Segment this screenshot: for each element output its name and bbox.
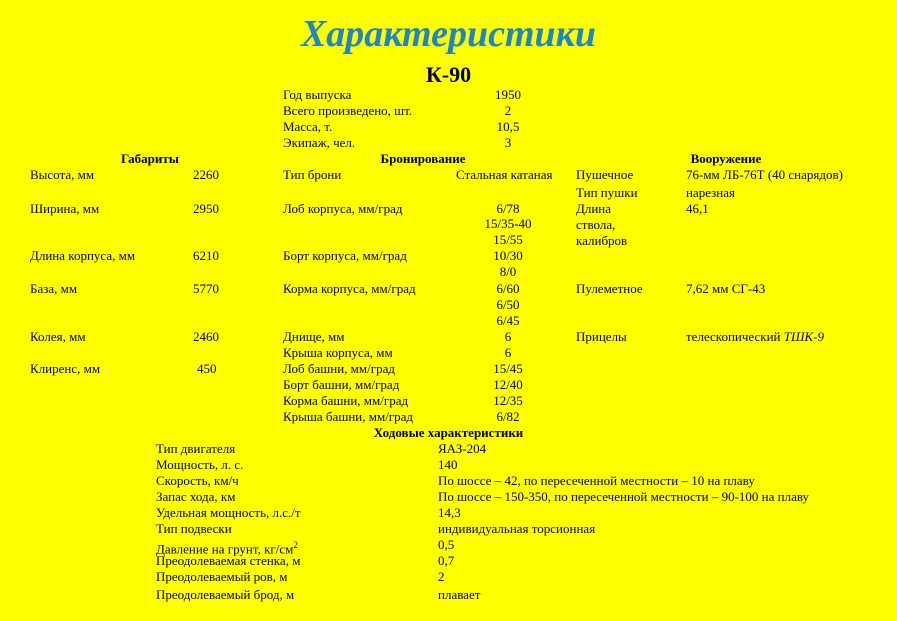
dims-label: Высота, мм: [30, 167, 95, 182]
mobility-value: индивидуальная торсионная: [438, 521, 596, 536]
armor-value: 6: [504, 329, 512, 344]
weapons-label: Длина ствола, калибров: [576, 201, 628, 248]
mobility-label: Удельная мощность, л.с./т: [156, 505, 301, 520]
armor-value: 12/40: [493, 377, 523, 392]
armor-label: Корма башни, мм/град: [283, 393, 409, 408]
mobility-value: По шоссе – 42, по пересеченной местности – 10 на плаву: [438, 473, 755, 488]
general-label: Масса, т.: [283, 119, 333, 134]
sight-type: телескопический: [686, 329, 784, 344]
weapons-value: 46,1: [686, 201, 709, 216]
general-label: Экипаж, чел.: [283, 135, 356, 150]
armor-label: Днище, мм: [283, 329, 345, 344]
mobility-label: Тип подвески: [156, 521, 232, 536]
armor-label: Корма корпуса, мм/град: [283, 281, 416, 296]
mobility-value: ЯАЗ-204: [438, 441, 487, 456]
pressure-label: Давление на грунт, кг/см: [156, 541, 294, 557]
armor-value: 6/45: [496, 313, 520, 328]
general-value: 3: [504, 135, 512, 150]
armor-label: Крыша корпуса, мм: [283, 345, 393, 360]
dims-value: 6210: [193, 248, 219, 263]
armor-header: Бронирование: [380, 151, 466, 166]
armor-label: Тип брони: [283, 167, 342, 182]
pressure-unit-sup: 2: [293, 540, 298, 550]
model-name: К-90: [425, 62, 472, 87]
armor-value: 6/78: [496, 201, 520, 216]
mobility-value: По шоссе – 150-350, по пересеченной местности – 90-100 на плаву: [438, 489, 810, 504]
mobility-value: 2: [438, 569, 445, 584]
weapons-value: 7,62 мм СГ-43: [686, 281, 766, 296]
mobility-label: Скорость, км/ч: [156, 473, 239, 488]
armor-label: Крыша башни, мм/град: [283, 409, 414, 424]
general-value: 2: [504, 103, 512, 118]
mobility-label: Мощность, л. с.: [156, 457, 244, 472]
armor-value: 6/82: [496, 409, 520, 424]
armor-value: 15/55: [493, 232, 523, 247]
dims-label: База, мм: [30, 281, 78, 296]
armor-value: 6: [504, 345, 512, 360]
mobility-label: Тип двигателя: [156, 441, 236, 456]
weapons-label: Пулеметное: [576, 281, 643, 296]
armor-label: Лоб башни, мм/град: [283, 361, 395, 376]
mobility-value: плавает: [438, 587, 481, 602]
armor-value: 10/30: [493, 248, 523, 263]
mobility-value: 140: [438, 457, 458, 472]
armor-value: 12/35: [493, 393, 523, 408]
dims-value: 2950: [193, 201, 219, 216]
weapons-value: нарезная: [686, 185, 735, 200]
mobility-label: Преодолеваемая стенка, м: [156, 553, 301, 568]
weapons-label: Пушечное: [576, 167, 634, 182]
mobility-label: Преодолеваемый брод, м: [156, 587, 295, 602]
armor-value: 6/50: [496, 297, 520, 312]
page-title: Характеристики: [300, 13, 597, 55]
general-label: Всего произведено, шт.: [283, 103, 413, 118]
dims-value: 450: [197, 361, 217, 376]
weapons-value: 76-мм ЛБ-76Т (40 снарядов): [686, 167, 843, 182]
weapons-header: Вооружение: [690, 151, 762, 166]
mobility-value: 0,7: [438, 553, 455, 568]
mobility-header: Ходовые характеристики: [373, 425, 524, 440]
weapons-label: Прицелы: [576, 329, 627, 344]
mobility-label: Преодолеваемый ров, м: [156, 569, 288, 584]
dims-label: Клиренс, мм: [30, 361, 101, 376]
mobility-label: Запас хода, км: [156, 489, 236, 504]
dims-label: Ширина, мм: [30, 201, 100, 216]
weapons-value: [686, 329, 824, 345]
armor-value: 15/45: [493, 361, 523, 376]
armor-label: Борт корпуса, мм/град: [283, 248, 407, 263]
dims-label: Колея, мм: [30, 329, 86, 344]
sight-model: ТШК-9: [783, 329, 825, 344]
dims-label: Длина корпуса, мм: [30, 248, 136, 263]
armor-label: Борт башни, мм/град: [283, 377, 400, 392]
dims-value: 2460: [193, 329, 219, 344]
dims-value: 5770: [193, 281, 219, 296]
armor-value: 8/0: [499, 264, 517, 279]
armor-value: 15/35-40: [484, 216, 532, 231]
general-label: Год выпуска: [283, 87, 352, 102]
dims-value: 2260: [193, 167, 219, 182]
armor-value: Стальная катаная: [456, 167, 553, 182]
mobility-value: 0,5: [438, 537, 455, 552]
weapons-label: Тип пушки: [576, 185, 638, 200]
general-value: 10,5: [496, 119, 520, 134]
general-value: 1950: [495, 87, 521, 102]
armor-value: 6/60: [496, 281, 520, 296]
armor-label: Лоб корпуса, мм/град: [283, 201, 403, 216]
dims-header: Габариты: [121, 151, 179, 166]
mobility-value: 14,3: [438, 505, 461, 520]
